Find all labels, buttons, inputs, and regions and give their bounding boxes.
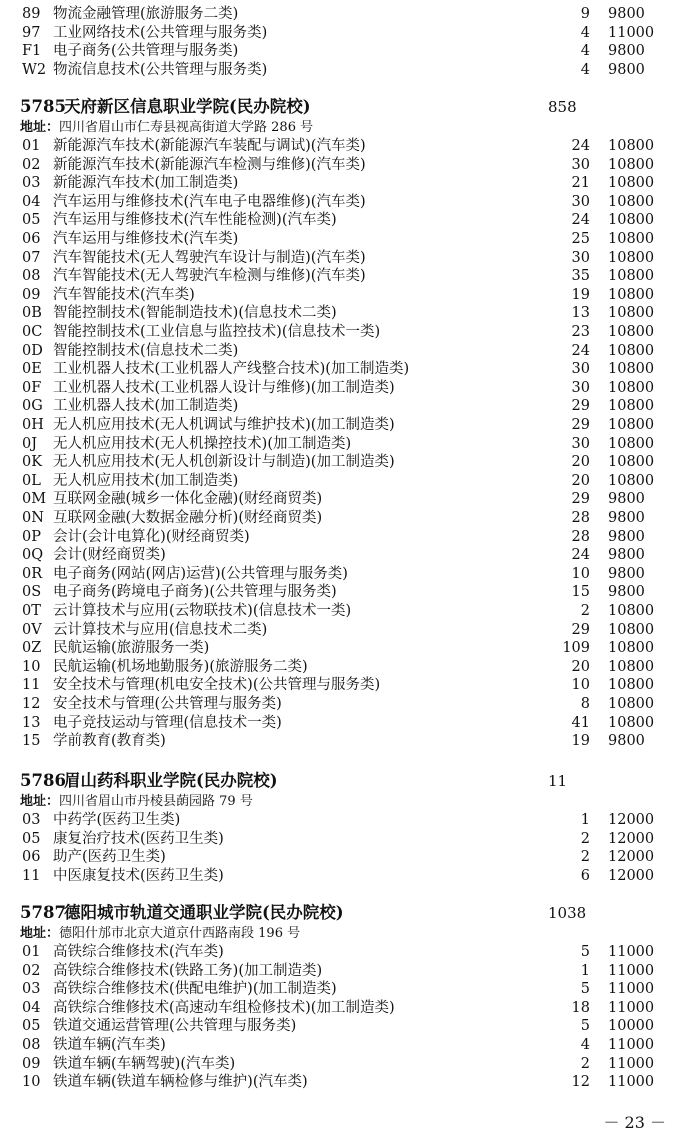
table-row	[0, 211, 680, 230]
table-row	[0, 962, 680, 981]
major-code: 04	[22, 193, 41, 210]
major-code: 05	[22, 212, 41, 229]
table-row	[0, 943, 680, 962]
major-name: 互联网金融(大数据金融分析)(财经商贸类)	[53, 510, 323, 526]
major-name: 无人机应用技术(无人机调试与维护技术)(加工制造类)	[53, 417, 395, 433]
table-row	[0, 193, 680, 212]
major-code: 0S	[22, 584, 42, 601]
major-name: 电子竞技运动与管理(信息技术一类)	[53, 714, 282, 731]
table-row	[0, 435, 680, 454]
table-row	[0, 304, 680, 323]
major-code: 11	[22, 867, 41, 884]
tuition-fee: 9800	[608, 510, 645, 526]
tuition-fee: 10800	[608, 472, 655, 489]
table-row	[0, 156, 680, 175]
address-label: 地址：	[20, 926, 60, 941]
plan-count: 2	[580, 603, 590, 619]
plan-count: 30	[571, 361, 590, 378]
table-row	[0, 639, 680, 658]
school-name: 天府新区信息职业学院(民办院校)	[64, 97, 311, 116]
major-name: 电子商务(跨境电子商务)(公共管理与服务类)	[53, 584, 337, 601]
address-text: 四川省眉山市丹棱县蓢园路 79 号	[59, 794, 253, 809]
tuition-fee: 10800	[608, 268, 655, 285]
tuition-fee: 10800	[608, 454, 655, 471]
tuition-fee: 9800	[608, 61, 645, 78]
tuition-fee: 10800	[608, 658, 655, 675]
major-code: 08	[22, 1037, 41, 1053]
table-row	[0, 360, 680, 379]
major-code: 15	[22, 733, 41, 750]
tuition-fee: 10800	[608, 603, 655, 619]
tuition-fee: 11000	[608, 1074, 655, 1091]
tuition-fee: 10800	[608, 677, 655, 694]
major-name: 民航运输(机场地勤服务)(旅游服务二类)	[53, 658, 308, 675]
major-name: 安全技术与管理(机电安全技术)(公共管理与服务类)	[53, 677, 381, 694]
table-row	[0, 472, 680, 491]
tuition-fee: 9800	[608, 565, 645, 582]
major-name: 新能源汽车技术(加工制造类)	[53, 175, 239, 192]
plan-count: 24	[571, 342, 590, 359]
plan-count: 10	[571, 677, 590, 694]
table-row	[0, 397, 680, 416]
major-name: 云计算技术与应用(信息技术二类)	[53, 621, 268, 638]
major-code: 0L	[22, 472, 41, 489]
plan-count: 30	[571, 249, 590, 266]
plan-count: 30	[571, 435, 590, 452]
table-row	[0, 811, 680, 830]
major-name: 汽车运用与维修技术(汽车类)	[53, 231, 239, 247]
major-code: 04	[22, 999, 41, 1016]
table-row	[0, 676, 680, 695]
table-row	[0, 714, 680, 733]
major-code: 0Q	[22, 547, 44, 564]
major-code: 0N	[22, 510, 44, 526]
plan-count: 28	[571, 510, 590, 526]
school-total: 11	[548, 772, 568, 790]
tuition-fee: 10800	[608, 286, 655, 303]
major-code: 06	[22, 849, 41, 866]
table-row	[0, 732, 680, 751]
major-code: 13	[22, 714, 41, 731]
plan-count: 20	[571, 472, 590, 489]
table-row	[0, 1073, 680, 1092]
major-code: 06	[22, 231, 41, 247]
tuition-fee: 11000	[608, 24, 655, 41]
tuition-fee: 9800	[608, 6, 645, 22]
major-name: 汽车智能技术(汽车类)	[53, 286, 195, 303]
school-header	[0, 902, 680, 924]
major-code: 01	[22, 138, 41, 154]
school-address	[20, 792, 253, 811]
major-name: 汽车智能技术(无人驾驶汽车设计与制造)(汽车类)	[53, 249, 366, 266]
school-name: 德阳城市轨道交通职业学院(民办院校)	[64, 903, 344, 922]
tuition-fee: 10800	[608, 212, 655, 229]
tuition-fee: 9800	[608, 43, 645, 60]
major-name: 铁道车辆(铁道车辆检修与维护)(汽车类)	[53, 1074, 308, 1091]
major-code: 07	[22, 249, 41, 266]
major-code: 0C	[22, 324, 43, 340]
tuition-fee: 10800	[608, 324, 655, 340]
plan-count: 29	[571, 621, 590, 638]
plan-count: 28	[571, 528, 590, 545]
school-header	[0, 96, 680, 118]
tuition-fee: 12000	[608, 812, 655, 828]
table-row	[0, 1055, 680, 1074]
plan-count: 30	[571, 156, 590, 173]
school-code: 5786	[20, 771, 66, 790]
table-row	[0, 546, 680, 565]
major-code: 0E	[22, 361, 42, 378]
table-row	[0, 830, 680, 849]
major-name: 新能源汽车技术(新能源汽车装配与调试)(汽车类)	[53, 138, 366, 154]
major-name: 铁道车辆(车辆驾驶)(汽车类)	[53, 1055, 236, 1072]
major-name: 高铁综合维修技术(供配电维护)(加工制造类)	[53, 981, 337, 998]
major-code: 05	[22, 830, 41, 847]
tuition-fee: 10800	[608, 621, 655, 638]
major-name: 铁道交通运营管理(公共管理与服务类)	[53, 1018, 297, 1035]
tuition-fee: 10800	[608, 696, 655, 712]
plan-count: 24	[571, 138, 590, 154]
table-row	[0, 848, 680, 867]
major-name: 工业网络技术(公共管理与服务类)	[53, 24, 268, 41]
plan-count: 35	[571, 268, 590, 285]
table-row	[0, 583, 680, 602]
plan-count: 15	[571, 584, 590, 601]
major-code: 0M	[22, 491, 47, 508]
major-code: 03	[22, 981, 41, 998]
plan-count: 2	[580, 1055, 590, 1072]
major-code: 0H	[22, 417, 44, 433]
tuition-fee: 10800	[608, 379, 655, 396]
tuition-fee: 9800	[608, 547, 645, 564]
table-row	[0, 658, 680, 677]
major-code: 97	[22, 24, 41, 41]
major-code: 0J	[22, 435, 38, 452]
tuition-fee: 10000	[608, 1018, 655, 1035]
school-address	[20, 924, 300, 943]
major-name: 会计(财经商贸类)	[53, 547, 166, 564]
major-name: 康复治疗技术(医药卫生类)	[53, 830, 224, 847]
tuition-fee: 9800	[608, 491, 645, 508]
table-row	[0, 416, 680, 435]
major-code: W2	[22, 61, 47, 78]
major-code: 0T	[22, 603, 41, 619]
address-label: 地址：	[20, 120, 60, 135]
major-name: 汽车智能技术(无人驾驶汽车检测与维修)(汽车类)	[53, 268, 366, 285]
major-name: 高铁综合维修技术(铁路工务)(加工制造类)	[53, 962, 323, 979]
tuition-fee: 11000	[608, 999, 655, 1016]
major-code: 0B	[22, 305, 42, 322]
plan-count: 29	[571, 417, 590, 433]
table-row	[0, 1036, 680, 1055]
page-number: － 23 －	[603, 1113, 666, 1132]
major-name: 工业机器人技术(工业机器人设计与维修)(加工制造类)	[53, 379, 395, 396]
school-code: 5785	[20, 97, 66, 116]
table-row	[0, 999, 680, 1018]
table-row	[0, 528, 680, 547]
tuition-fee: 12000	[608, 867, 655, 884]
table-row	[0, 286, 680, 305]
plan-count: 25	[571, 231, 590, 247]
tuition-fee: 10800	[608, 398, 655, 415]
major-code: 08	[22, 268, 41, 285]
table-row	[0, 490, 680, 509]
major-name: 中药学(医药卫生类)	[53, 812, 181, 828]
major-code: 03	[22, 812, 41, 828]
major-name: 无人机应用技术(无人机创新设计与制造)(加工制造类)	[53, 454, 395, 471]
major-name: 智能控制技术(信息技术二类)	[53, 342, 239, 359]
plan-count: 2	[580, 830, 590, 847]
plan-count: 18	[571, 999, 590, 1016]
major-name: 智能控制技术(工业信息与监控技术)(信息技术一类)	[53, 324, 381, 340]
table-row	[0, 509, 680, 528]
plan-count: 23	[571, 324, 590, 340]
major-code: 0V	[22, 621, 42, 638]
plan-count: 5	[580, 1018, 590, 1035]
major-code: 03	[22, 175, 41, 192]
major-name: 学前教育(教育类)	[53, 733, 166, 750]
tuition-fee: 10800	[608, 640, 655, 657]
major-code: 02	[22, 156, 41, 173]
major-name: 助产(医药卫生类)	[53, 849, 166, 866]
major-code: 09	[22, 286, 41, 303]
major-name: 电子商务(网站(网店)运营)(公共管理与服务类)	[53, 565, 348, 582]
plan-count: 4	[580, 24, 590, 41]
plan-count: 24	[571, 547, 590, 564]
plan-count: 29	[571, 491, 590, 508]
tuition-fee: 11000	[608, 962, 655, 979]
table-row	[0, 24, 680, 43]
major-name: 安全技术与管理(公共管理与服务类)	[53, 696, 282, 712]
major-code: 89	[22, 6, 41, 22]
tuition-fee: 10800	[608, 156, 655, 173]
tuition-fee: 9800	[608, 528, 645, 545]
address-text: 德阳什邡市北京大道京什西路南段 196 号	[59, 926, 301, 941]
table-row	[0, 342, 680, 361]
major-code: 05	[22, 1018, 41, 1035]
major-code: 10	[22, 658, 41, 675]
table-row	[0, 602, 680, 621]
major-code: 0G	[22, 398, 43, 415]
plan-count: 29	[571, 398, 590, 415]
school-name: 眉山药科职业学院(民办院校)	[64, 771, 278, 790]
tuition-fee: 10800	[608, 249, 655, 266]
major-name: 工业机器人技术(工业机器人产线整合技术)(加工制造类)	[53, 361, 410, 378]
table-row	[0, 323, 680, 342]
plan-count: 13	[571, 305, 590, 322]
major-code: 0K	[22, 454, 43, 471]
major-name: 高铁综合维修技术(汽车类)	[53, 944, 224, 960]
tuition-fee: 11000	[608, 944, 655, 960]
plan-count: 41	[571, 714, 590, 731]
tuition-fee: 11000	[608, 1055, 655, 1072]
major-code: 0F	[22, 379, 42, 396]
table-row	[0, 5, 680, 24]
tuition-fee: 10800	[608, 231, 655, 247]
major-code: 0D	[22, 342, 43, 359]
tuition-fee: 9800	[608, 733, 645, 750]
tuition-fee: 10800	[608, 417, 655, 433]
plan-count: 30	[571, 379, 590, 396]
tuition-fee: 10800	[608, 138, 655, 154]
plan-count: 6	[580, 867, 590, 884]
major-name: 物流金融管理(旅游服务二类)	[53, 6, 239, 22]
major-name: 民航运输(旅游服务一类)	[53, 640, 210, 657]
major-name: 物流信息技术(公共管理与服务类)	[53, 61, 268, 78]
tuition-fee: 11000	[608, 981, 655, 998]
table-row	[0, 621, 680, 640]
plan-count: 4	[580, 43, 590, 60]
tuition-fee: 12000	[608, 849, 655, 866]
major-code: 0Z	[22, 640, 42, 657]
school-address	[20, 118, 313, 137]
major-name: 智能控制技术(智能制造技术)(信息技术二类)	[53, 305, 337, 322]
plan-count: 9	[580, 6, 590, 22]
table-row	[0, 453, 680, 472]
plan-count: 5	[580, 981, 590, 998]
major-name: 云计算技术与应用(云物联技术)(信息技术一类)	[53, 603, 352, 619]
tuition-fee: 10800	[608, 714, 655, 731]
major-name: 无人机应用技术(无人机操控技术)(加工制造类)	[53, 435, 352, 452]
tuition-fee: 10800	[608, 342, 655, 359]
table-row	[0, 137, 680, 156]
plan-count: 24	[571, 212, 590, 229]
plan-count: 20	[571, 454, 590, 471]
plan-count: 2	[580, 849, 590, 866]
tuition-fee: 11000	[608, 1037, 655, 1053]
table-row	[0, 379, 680, 398]
address-text: 四川省眉山市仁寿县视高街道大学路 286 号	[59, 120, 314, 135]
major-code: 0R	[22, 565, 43, 582]
plan-count: 8	[580, 696, 590, 712]
tuition-fee: 9800	[608, 584, 645, 601]
major-name: 汽车运用与维修技术(汽车性能检测)(汽车类)	[53, 212, 337, 229]
major-name: 中医康复技术(医药卫生类)	[53, 867, 224, 884]
plan-count: 1	[580, 812, 590, 828]
table-row	[0, 565, 680, 584]
major-code: 10	[22, 1074, 41, 1091]
plan-count: 20	[571, 658, 590, 675]
table-row	[0, 230, 680, 249]
plan-count: 109	[562, 640, 590, 657]
table-row	[0, 867, 680, 886]
tuition-fee: 12000	[608, 830, 655, 847]
table-row	[0, 42, 680, 61]
major-name: 汽车运用与维修技术(汽车电子电器维修)(汽车类)	[53, 193, 366, 210]
table-row	[0, 695, 680, 714]
major-name: 新能源汽车技术(新能源汽车检测与维修)(汽车类)	[53, 156, 366, 173]
tuition-fee: 10800	[608, 305, 655, 322]
school-total: 858	[548, 98, 577, 116]
major-code: F1	[22, 43, 42, 60]
plan-count: 10	[571, 565, 590, 582]
tuition-fee: 10800	[608, 361, 655, 378]
tuition-fee: 10800	[608, 193, 655, 210]
table-row	[0, 61, 680, 80]
table-row	[0, 174, 680, 193]
major-code: 01	[22, 944, 41, 960]
major-code: 11	[22, 677, 41, 694]
plan-count: 4	[580, 1037, 590, 1053]
plan-count: 12	[571, 1074, 590, 1091]
plan-count: 30	[571, 193, 590, 210]
major-name: 铁道车辆(汽车类)	[53, 1037, 166, 1053]
plan-count: 5	[580, 944, 590, 960]
major-name: 高铁综合维修技术(高速动车组检修技术)(加工制造类)	[53, 999, 395, 1016]
tuition-fee: 10800	[608, 435, 655, 452]
major-code: 02	[22, 962, 41, 979]
address-label: 地址：	[20, 794, 60, 809]
plan-count: 21	[571, 175, 590, 192]
plan-count: 19	[571, 286, 590, 303]
school-code: 5787	[20, 903, 66, 922]
major-name: 会计(会计电算化)(财经商贸类)	[53, 528, 250, 545]
major-name: 互联网金融(城乡一体化金融)(财经商贸类)	[53, 491, 323, 508]
major-name: 电子商务(公共管理与服务类)	[53, 43, 239, 60]
table-row	[0, 980, 680, 999]
table-row	[0, 267, 680, 286]
plan-count: 1	[580, 962, 590, 979]
table-row	[0, 1017, 680, 1036]
major-code: 12	[22, 696, 41, 712]
major-name: 无人机应用技术(加工制造类)	[53, 472, 239, 489]
major-code: 09	[22, 1055, 41, 1072]
school-header	[0, 770, 680, 792]
plan-count: 19	[571, 733, 590, 750]
school-total: 1038	[548, 904, 587, 922]
major-name: 工业机器人技术(加工制造类)	[53, 398, 239, 415]
table-row	[0, 249, 680, 268]
major-code: 0P	[22, 528, 41, 545]
tuition-fee: 10800	[608, 175, 655, 192]
plan-count: 4	[580, 61, 590, 78]
